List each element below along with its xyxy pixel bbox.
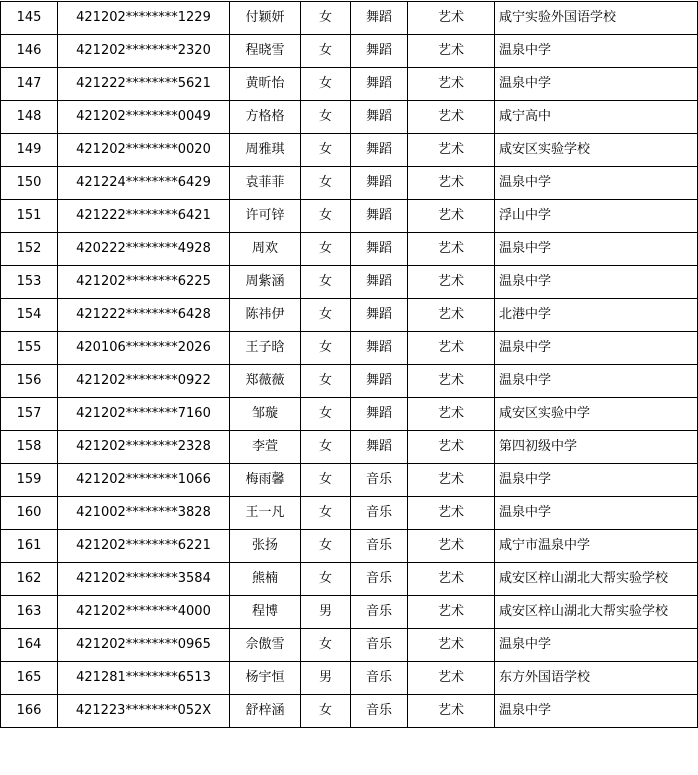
cell-name: 付颖妍 [230,2,301,35]
cell-no: 157 [1,398,58,431]
cell-category: 艺术 [408,596,495,629]
cell-school: 温泉中学 [495,629,698,662]
cell-gender: 女 [301,233,351,266]
cell-gender: 女 [301,200,351,233]
cell-gender: 女 [301,2,351,35]
cell-school: 咸安区梓山湖北大帮实验学校 [495,563,698,596]
cell-category: 艺术 [408,68,495,101]
cell-no: 145 [1,2,58,35]
cell-id-number: 421202********2328 [58,431,230,464]
cell-id-number: 421222********6421 [58,200,230,233]
cell-school: 温泉中学 [495,365,698,398]
table-row [1,464,698,497]
cell-no: 154 [1,299,58,332]
cell-id-number: 421224********6429 [58,167,230,200]
cell-category: 艺术 [408,35,495,68]
cell-id-number: 421202********4000 [58,596,230,629]
table-row [1,200,698,233]
table-row [1,266,698,299]
cell-category: 艺术 [408,2,495,35]
table-row [1,629,698,662]
cell-category: 艺术 [408,530,495,563]
cell-name: 舒梓涵 [230,695,301,728]
cell-category: 艺术 [408,695,495,728]
table-row [1,332,698,365]
cell-school: 咸安区实验中学 [495,398,698,431]
cell-major: 舞蹈 [351,266,408,299]
cell-no: 165 [1,662,58,695]
cell-major: 舞蹈 [351,365,408,398]
cell-no: 151 [1,200,58,233]
cell-category: 艺术 [408,332,495,365]
table-row [1,101,698,134]
cell-school: 东方外国语学校 [495,662,698,695]
cell-major: 音乐 [351,464,408,497]
cell-id-number: 421222********6428 [58,299,230,332]
cell-major: 舞蹈 [351,101,408,134]
cell-name: 方格格 [230,101,301,134]
cell-category: 艺术 [408,266,495,299]
cell-category: 艺术 [408,497,495,530]
cell-category: 艺术 [408,233,495,266]
cell-id-number: 421202********0965 [58,629,230,662]
cell-school: 温泉中学 [495,68,698,101]
cell-category: 艺术 [408,464,495,497]
cell-no: 152 [1,233,58,266]
cell-no: 166 [1,695,58,728]
table-row [1,530,698,563]
cell-id-number: 420222********4928 [58,233,230,266]
cell-no: 149 [1,134,58,167]
cell-school: 温泉中学 [495,167,698,200]
cell-category: 艺术 [408,134,495,167]
cell-gender: 女 [301,398,351,431]
cell-major: 舞蹈 [351,200,408,233]
cell-major: 音乐 [351,695,408,728]
cell-id-number: 421202********3584 [58,563,230,596]
cell-id-number: 421202********0020 [58,134,230,167]
cell-no: 159 [1,464,58,497]
cell-no: 148 [1,101,58,134]
cell-major: 舞蹈 [351,35,408,68]
cell-major: 舞蹈 [351,134,408,167]
cell-name: 陈祎伊 [230,299,301,332]
cell-school: 浮山中学 [495,200,698,233]
cell-name: 熊楠 [230,563,301,596]
cell-no: 163 [1,596,58,629]
table-row [1,167,698,200]
cell-school: 温泉中学 [495,266,698,299]
cell-no: 158 [1,431,58,464]
cell-id-number: 420106********2026 [58,332,230,365]
cell-id-number: 421202********7160 [58,398,230,431]
cell-gender: 女 [301,35,351,68]
cell-gender: 女 [301,167,351,200]
student-table [0,1,698,728]
cell-id-number: 421222********5621 [58,68,230,101]
cell-major: 舞蹈 [351,431,408,464]
cell-gender: 女 [301,299,351,332]
cell-no: 161 [1,530,58,563]
cell-category: 艺术 [408,365,495,398]
cell-id-number: 421202********6225 [58,266,230,299]
cell-no: 155 [1,332,58,365]
cell-major: 舞蹈 [351,332,408,365]
cell-id-number: 421202********6221 [58,530,230,563]
cell-school: 温泉中学 [495,695,698,728]
table-row [1,365,698,398]
cell-major: 舞蹈 [351,167,408,200]
cell-no: 156 [1,365,58,398]
cell-name: 郑薇薇 [230,365,301,398]
cell-school: 温泉中学 [495,332,698,365]
cell-school: 第四初级中学 [495,431,698,464]
cell-school: 咸安区实验学校 [495,134,698,167]
cell-school: 咸安区梓山湖北大帮实验学校 [495,596,698,629]
cell-major: 音乐 [351,563,408,596]
cell-no: 164 [1,629,58,662]
table-body [1,2,698,728]
table-row [1,431,698,464]
cell-name: 张扬 [230,530,301,563]
table-row [1,695,698,728]
cell-gender: 女 [301,530,351,563]
cell-id-number: 421002********3828 [58,497,230,530]
cell-no: 160 [1,497,58,530]
cell-id-number: 421202********0922 [58,365,230,398]
cell-gender: 女 [301,365,351,398]
cell-major: 舞蹈 [351,233,408,266]
cell-id-number: 421281********6513 [58,662,230,695]
cell-category: 艺术 [408,167,495,200]
cell-no: 150 [1,167,58,200]
cell-category: 艺术 [408,662,495,695]
cell-id-number: 421202********1229 [58,2,230,35]
cell-school: 温泉中学 [495,497,698,530]
cell-major: 音乐 [351,497,408,530]
cell-gender: 女 [301,464,351,497]
cell-name: 袁菲菲 [230,167,301,200]
cell-school: 咸宁实验外国语学校 [495,2,698,35]
cell-name: 梅雨馨 [230,464,301,497]
table-row [1,398,698,431]
cell-name: 周欢 [230,233,301,266]
cell-major: 音乐 [351,629,408,662]
cell-school: 温泉中学 [495,464,698,497]
cell-name: 王一凡 [230,497,301,530]
cell-gender: 女 [301,101,351,134]
cell-gender: 女 [301,68,351,101]
cell-gender: 女 [301,332,351,365]
table-row [1,299,698,332]
cell-id-number: 421202********0049 [58,101,230,134]
cell-category: 艺术 [408,299,495,332]
cell-gender: 男 [301,596,351,629]
cell-name: 周雅琪 [230,134,301,167]
cell-gender: 女 [301,134,351,167]
cell-school: 咸宁市温泉中学 [495,530,698,563]
cell-name: 佘傲雪 [230,629,301,662]
cell-id-number: 421202********1066 [58,464,230,497]
cell-school: 咸宁高中 [495,101,698,134]
table-row [1,68,698,101]
cell-category: 艺术 [408,200,495,233]
cell-gender: 女 [301,563,351,596]
table-row [1,662,698,695]
cell-gender: 女 [301,266,351,299]
cell-category: 艺术 [408,431,495,464]
table-row [1,563,698,596]
cell-name: 周紫涵 [230,266,301,299]
cell-major: 音乐 [351,662,408,695]
cell-no: 146 [1,35,58,68]
cell-school: 温泉中学 [495,35,698,68]
cell-name: 杨宇恒 [230,662,301,695]
table-row [1,596,698,629]
cell-gender: 女 [301,431,351,464]
cell-gender: 男 [301,662,351,695]
cell-category: 艺术 [408,629,495,662]
cell-name: 王子晗 [230,332,301,365]
cell-name: 李萱 [230,431,301,464]
cell-gender: 女 [301,497,351,530]
table-row [1,35,698,68]
cell-name: 程博 [230,596,301,629]
cell-id-number: 421223********052X [58,695,230,728]
cell-gender: 女 [301,695,351,728]
cell-major: 音乐 [351,530,408,563]
cell-no: 147 [1,68,58,101]
cell-name: 黄昕怡 [230,68,301,101]
cell-name: 许可锌 [230,200,301,233]
cell-gender: 女 [301,629,351,662]
table-row [1,134,698,167]
cell-major: 音乐 [351,596,408,629]
cell-category: 艺术 [408,563,495,596]
table-row [1,497,698,530]
cell-id-number: 421202********2320 [58,35,230,68]
cell-no: 162 [1,563,58,596]
cell-no: 153 [1,266,58,299]
cell-school: 北港中学 [495,299,698,332]
cell-name: 程晓雪 [230,35,301,68]
cell-school: 温泉中学 [495,233,698,266]
table-row [1,2,698,35]
cell-major: 舞蹈 [351,68,408,101]
cell-major: 舞蹈 [351,2,408,35]
cell-category: 艺术 [408,398,495,431]
cell-major: 舞蹈 [351,398,408,431]
cell-name: 邹璇 [230,398,301,431]
table-row [1,233,698,266]
cell-category: 艺术 [408,101,495,134]
cell-major: 舞蹈 [351,299,408,332]
